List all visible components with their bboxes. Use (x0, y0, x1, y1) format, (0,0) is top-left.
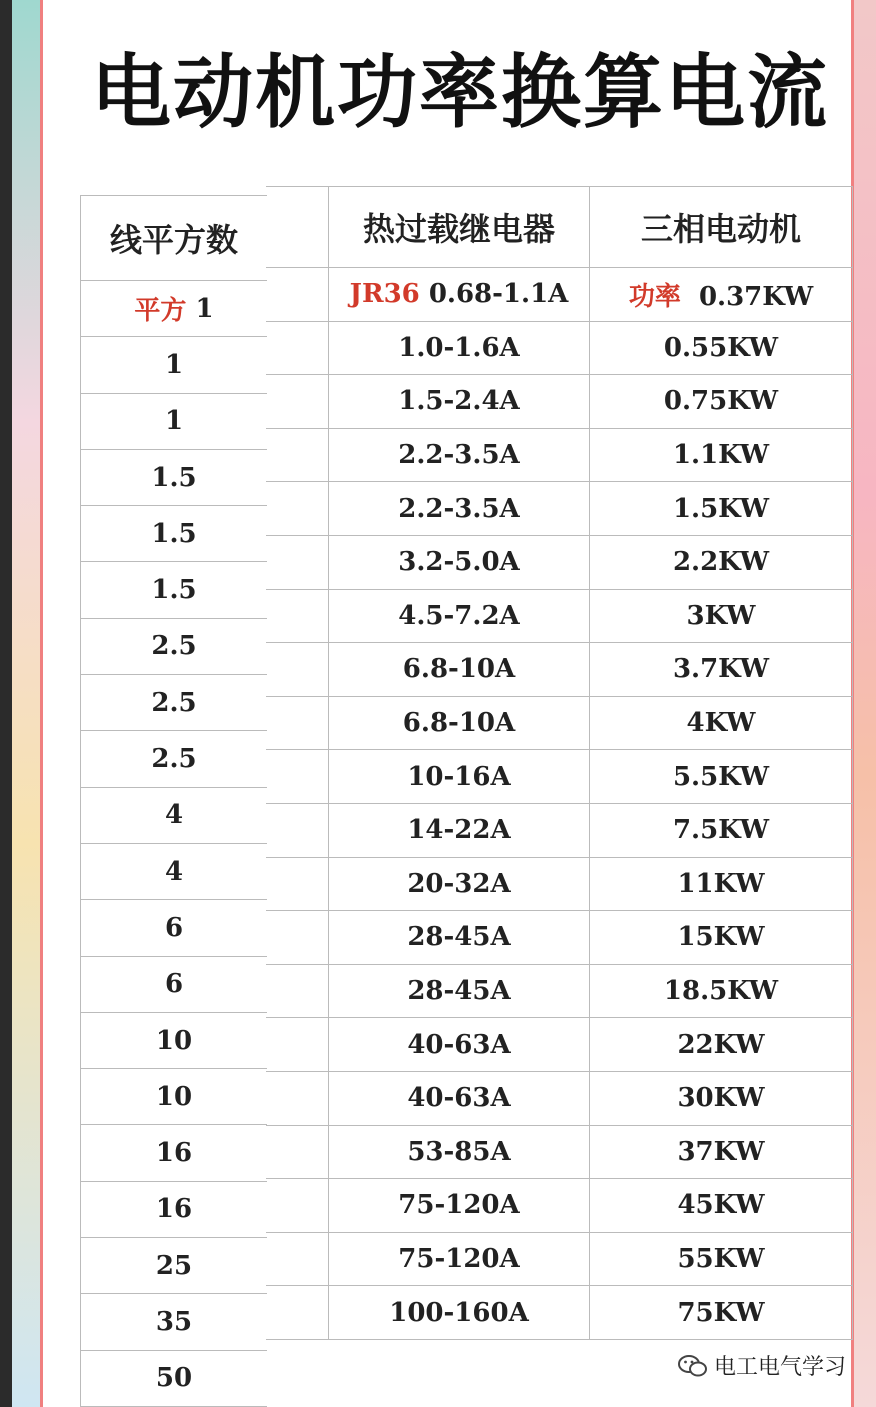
row-spacer (266, 428, 329, 482)
row-spacer (266, 1071, 329, 1125)
row-spacer (266, 1286, 329, 1340)
relay-cell: 28-45A (329, 964, 590, 1018)
left-dark-edge (0, 0, 12, 1407)
relay-range: 0.68-1.1A (428, 279, 569, 310)
row-spacer (266, 535, 329, 589)
wire-size-cell: 2.5 (81, 619, 267, 675)
motor-cell: 30KW (590, 1071, 853, 1125)
wire-size-cell: 25 (81, 1238, 267, 1294)
left-red-rule (40, 0, 43, 1407)
motor-cell: 22KW (590, 1018, 853, 1072)
wire-size-cell: 4 (81, 844, 267, 900)
wire-size-cell: 1.5 (81, 506, 267, 562)
relay-cell: 20-32A (329, 857, 590, 911)
motor-cell: 3.7KW (590, 643, 853, 697)
row-spacer (266, 911, 329, 965)
relay-column-header: 热过载继电器 (329, 187, 590, 268)
table-row (266, 643, 853, 697)
wire-size-cell: 10 (81, 1013, 267, 1069)
row-spacer (266, 964, 329, 1018)
row-spacer (266, 321, 329, 375)
motor-cell: 75KW (590, 1286, 853, 1340)
table-row (266, 964, 853, 1018)
row-spacer (266, 482, 329, 536)
relay-cell: 40-63A (329, 1071, 590, 1125)
wire-size-cell: 35 (81, 1294, 267, 1350)
table-row (266, 1179, 853, 1233)
relay-cell: 2.2-3.5A (329, 428, 590, 482)
relay-cell: 28-45A (329, 911, 590, 965)
table-row (266, 1286, 853, 1340)
table-row (266, 1018, 853, 1072)
table-row (266, 696, 853, 750)
table-header-row (266, 187, 853, 268)
row-spacer (266, 1125, 329, 1179)
watermark-text: 电工电气学习 (713, 1355, 846, 1380)
relay-cell: 1.0-1.6A (329, 321, 590, 375)
motor-cell: 1.5KW (590, 482, 853, 536)
table-row (266, 1232, 853, 1286)
row-spacer (266, 375, 329, 429)
wire-size-cell: 6 (81, 900, 267, 956)
wire-size-cell: 2.5 (81, 731, 267, 787)
motor-value: 0.37KW (698, 281, 814, 312)
row-spacer (266, 589, 329, 643)
motor-cell: 1.1KW (590, 428, 853, 482)
wire-size-cell: 10 (81, 1069, 267, 1125)
wire-column-header: 线平方数 (81, 195, 267, 281)
wire-size-cell: 6 (81, 957, 267, 1013)
table-body (266, 268, 853, 1340)
wire-list (81, 337, 267, 1407)
motor-cell: 5.5KW (590, 750, 853, 804)
motor-cell: 18.5KW (590, 964, 853, 1018)
wire-size-cell: 16 (81, 1125, 267, 1181)
relay-cell: 75-120A (329, 1179, 590, 1233)
wire-first-value: 1 (195, 293, 214, 324)
table-row (266, 750, 853, 804)
relay-cell: 100-160A (329, 1286, 590, 1340)
motor-cell: 37KW (590, 1125, 853, 1179)
motor-prefix: 功率 (628, 281, 681, 312)
motor-cell: 11KW (590, 857, 853, 911)
motor-column-header: 三相电动机 (590, 187, 853, 268)
header-spacer (266, 187, 329, 268)
motor-cell: 15KW (590, 911, 853, 965)
row-spacer (266, 803, 329, 857)
table-row (266, 589, 853, 643)
relay-cell: 4.5-7.2A (329, 589, 590, 643)
table-row (266, 268, 853, 322)
wire-size-cell: 1.5 (81, 450, 267, 506)
watermark (678, 1350, 846, 1381)
table-row (266, 1125, 853, 1179)
relay-cell: 53-85A (329, 1125, 590, 1179)
motor-cell: 45KW (590, 1179, 853, 1233)
table-row (266, 803, 853, 857)
wire-size-column (80, 195, 267, 1407)
relay-cell: 2.2-3.5A (329, 482, 590, 536)
row-spacer (266, 1232, 329, 1286)
relay-cell: 75-120A (329, 1232, 590, 1286)
relay-cell: 10-16A (329, 750, 590, 804)
motor-cell: 3KW (590, 589, 853, 643)
table-row (266, 911, 853, 965)
motor-cell: 0.55KW (590, 321, 853, 375)
motor-cell: 55KW (590, 1232, 853, 1286)
row-spacer (266, 1179, 329, 1233)
motor-cell (590, 268, 853, 322)
motor-cell: 7.5KW (590, 803, 853, 857)
wire-size-cell: 1.5 (81, 562, 267, 618)
conversion-table (266, 186, 853, 1340)
wire-prefix: 平方 (134, 296, 187, 327)
wire-size-cell: 1 (81, 394, 267, 450)
row-spacer (266, 1018, 329, 1072)
table-row (266, 482, 853, 536)
wire-size-cell: 50 (81, 1351, 267, 1407)
motor-cell: 4KW (590, 696, 853, 750)
wire-size-cell: 4 (81, 788, 267, 844)
table-row (266, 857, 853, 911)
table-row (266, 535, 853, 589)
table-row (266, 1071, 853, 1125)
row-spacer (266, 268, 329, 322)
page-title: 电动机功率换算电流 (91, 46, 829, 139)
relay-cell: 14-22A (329, 803, 590, 857)
row-spacer (266, 750, 329, 804)
wire-size-cell: 16 (81, 1182, 267, 1238)
table-row (266, 375, 853, 429)
relay-cell: 40-63A (329, 1018, 590, 1072)
table-row (266, 321, 853, 375)
relay-cell: 6.8-10A (329, 643, 590, 697)
motor-cell: 2.2KW (590, 535, 853, 589)
relay-cell (329, 268, 590, 322)
wechat-icon (678, 1354, 708, 1378)
relay-cell: 6.8-10A (329, 696, 590, 750)
wire-size-cell: 1 (81, 337, 267, 393)
row-spacer (266, 857, 329, 911)
relay-cell: 3.2-5.0A (329, 535, 590, 589)
table-row (266, 428, 853, 482)
motor-cell: 0.75KW (590, 375, 853, 429)
wire-size-cell: 2.5 (81, 675, 267, 731)
relay-model: JR36 (349, 279, 420, 310)
wire-first-cell (81, 281, 267, 337)
row-spacer (266, 696, 329, 750)
relay-cell: 1.5-2.4A (329, 375, 590, 429)
row-spacer (266, 643, 329, 697)
